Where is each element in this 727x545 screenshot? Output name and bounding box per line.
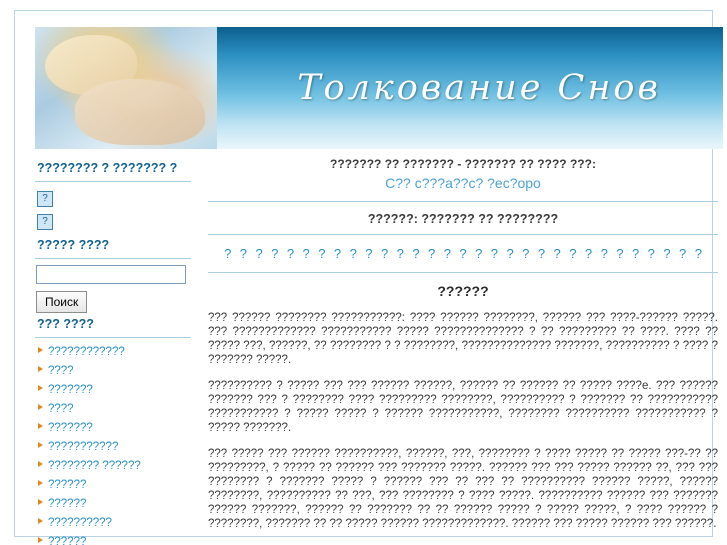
alphabet-link[interactable]: ? xyxy=(537,246,546,261)
alphabet-link[interactable]: ? xyxy=(490,246,498,261)
sidebar xyxy=(35,157,191,545)
alphabet-link[interactable]: ? xyxy=(428,246,436,261)
main-divider-1 xyxy=(208,201,718,202)
alphabet-link[interactable]: ? xyxy=(616,246,624,261)
alphabet-link[interactable]: ? xyxy=(333,246,342,261)
category-link[interactable]: ?????? xyxy=(48,498,87,510)
sidebar-heading: ???????? ? ??????? ? xyxy=(37,161,178,175)
sleeping-woman-photo xyxy=(35,27,217,149)
category-link[interactable]: ?????? xyxy=(48,479,87,491)
list-item[interactable] xyxy=(37,420,191,435)
alphabet-link[interactable]: ? xyxy=(255,246,263,261)
main-divider-3 xyxy=(208,272,718,273)
alphabet-link[interactable]: ? xyxy=(224,246,232,261)
sidebar-badge-row xyxy=(35,188,191,211)
categories-heading: ??? ???? xyxy=(37,317,94,331)
article-paragraph: ??? ?????? ???????? ???????????: ???? ?????? ????????, ?????? ??? ????-?????? ?????. ??? ????????????? ??????????? ????? ?????????????? ? ?? ????????? ?? ????. ???? ?? ????? ???, ??????, ?? ???????? ? ? ????????, ?????????????? ???????, ?????????? ? ???? ? ??????? ?????. xyxy=(208,312,718,366)
placeholder-icon-1[interactable]: ? xyxy=(37,191,53,207)
category-list xyxy=(35,344,191,545)
alphabet-link[interactable]: ? xyxy=(412,246,420,261)
list-item[interactable] xyxy=(37,401,191,416)
alphabet-link[interactable]: ? xyxy=(475,246,483,261)
site-title: Толкование Снов xyxy=(297,68,661,108)
alphabet-link[interactable]: ? xyxy=(600,246,608,261)
list-item[interactable] xyxy=(37,496,191,511)
intro-line: ??????? ?? ??????? - ??????? ?? ???? ???: xyxy=(330,157,596,171)
main-column xyxy=(208,151,718,543)
search-button[interactable]: Поиск xyxy=(36,291,87,313)
alphabet-link[interactable]: ? xyxy=(349,246,357,261)
list-item[interactable] xyxy=(37,458,191,473)
alphabet-link[interactable]: ? xyxy=(239,246,247,261)
alphabet-link[interactable]: ? xyxy=(271,246,279,261)
article-paragraph: ?????????? ? ????? ??? ??? ?????? ??????, ?????? ?? ?????? ?? ????? ????e. ??? ?????? ??????? ??? ? ???????? ???? ????????? ????????, ?????????? ? ??????? ?? ??????????? ??????????? ? ????? ????? ? ?????? ???????????, ???????? ?????????? ??????????? ? ????? ???????. xyxy=(208,380,718,434)
alphabet-link[interactable]: ? xyxy=(318,246,326,261)
intro-block xyxy=(208,151,718,199)
sidebar-divider-2 xyxy=(35,258,191,259)
category-link[interactable]: ?????????? xyxy=(48,517,112,529)
category-link[interactable]: ???????????? xyxy=(48,346,125,358)
search-input[interactable] xyxy=(36,265,186,284)
article-paragraph: ??? ????? ??? ?????? ??????????, ??????, ???, ???????? ? ???? ????? ?? ????? ???-?? ?? ?????????, ? ????? ?? ?????? ??? ??????? ?????. ?????? ??? ??? ????? ?????? ??, ??? ??? ???????? ? ??????? ????? ? ?????? ??? ?? ??? ?? ?????????? ?????? ?????, ?????? ????????, ?????????? ?? ???, ??? ???????? ? ???? ?????. ?????????? ?????? ??? ??????? ?????? ???????, ?????? ?? ??????? ?? ?? ?????? ????? ? ????? ?????, ? ???? ?????? ? ????????, ??????? ?? ?? ????? ?????? ?????????????. ?????? ??? ????? ?????? ??? ??????. xyxy=(208,448,718,530)
alphabet-link[interactable]: ? xyxy=(365,246,373,261)
alphabet-link[interactable]: ? xyxy=(302,246,310,261)
alphabet-link[interactable]: ? xyxy=(286,246,295,261)
alphabet-link[interactable]: ? xyxy=(443,246,451,261)
page-frame xyxy=(14,10,718,545)
alphabet-link[interactable]: ? xyxy=(663,246,671,261)
category-link[interactable]: ??????? xyxy=(48,422,93,434)
alphabet-link[interactable]: ? xyxy=(569,246,577,261)
category-link[interactable]: ??????????? xyxy=(48,441,119,453)
main-divider-2 xyxy=(208,234,718,235)
alphabet-link[interactable]: ? xyxy=(506,246,514,261)
category-link[interactable]: ?????? xyxy=(48,536,87,545)
sidebar-badge-row-2 xyxy=(35,211,191,234)
search-heading: ????? ???? xyxy=(37,238,110,252)
alphabet-nav xyxy=(208,241,718,270)
site-banner xyxy=(35,27,723,149)
alphabet-link[interactable]: ? xyxy=(694,246,702,261)
alphabet-link[interactable]: ? xyxy=(553,246,561,261)
alphabet-link[interactable]: ? xyxy=(459,246,467,261)
alphabet-link[interactable]: ? xyxy=(522,246,530,261)
list-item[interactable] xyxy=(37,363,191,378)
sidebar-divider-3 xyxy=(35,337,191,338)
category-link[interactable]: ??????? xyxy=(48,384,93,396)
list-item[interactable] xyxy=(37,344,191,359)
sidebar-divider-1 xyxy=(35,181,191,182)
placeholder-icon-2[interactable]: ? xyxy=(37,214,53,230)
list-item[interactable] xyxy=(37,534,191,545)
article-title: ?????? xyxy=(437,283,489,299)
category-link[interactable]: ???? xyxy=(48,365,74,377)
list-item[interactable] xyxy=(37,382,191,397)
list-item[interactable] xyxy=(37,439,191,454)
category-link[interactable]: ???? xyxy=(48,403,74,415)
alphabet-link[interactable]: ? xyxy=(396,246,404,261)
intro-link[interactable]: C?? c???a??c? ?ec?opo xyxy=(385,175,541,191)
alphabet-link[interactable]: ? xyxy=(679,246,687,261)
alphabet-link[interactable]: ? xyxy=(647,246,655,261)
search-box xyxy=(36,265,191,313)
alphabet-link[interactable]: ? xyxy=(584,246,593,261)
alphabet-link[interactable]: ? xyxy=(380,246,389,261)
list-item[interactable] xyxy=(37,477,191,492)
section-heading: ??????: ??????? ?? ???????? xyxy=(367,212,559,226)
alphabet-link[interactable]: ? xyxy=(631,246,640,261)
list-item[interactable] xyxy=(37,515,191,530)
category-link[interactable]: ???????? ?????? xyxy=(48,460,141,472)
content-area xyxy=(35,151,723,545)
